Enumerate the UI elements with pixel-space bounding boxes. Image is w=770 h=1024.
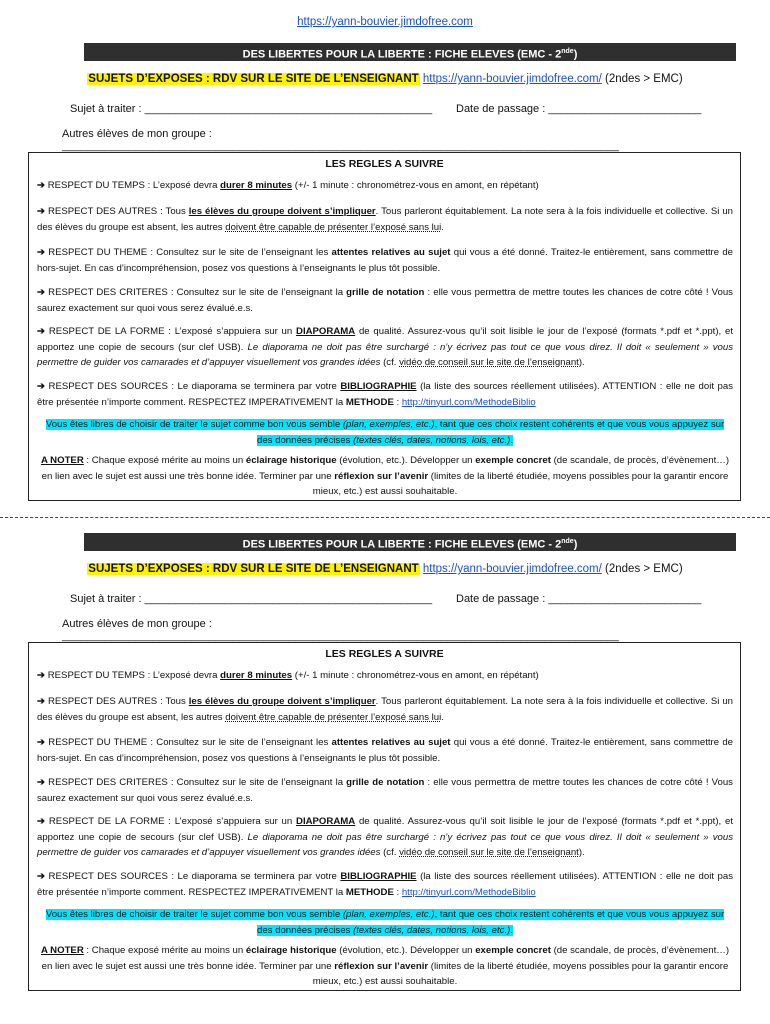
arrow-icon: ➔: [37, 737, 46, 748]
arrow-icon: ➔: [37, 287, 46, 298]
rule-criteres: ➔ RESPECT DES CRITERES : Consultez sur le site de l’enseignant la grille de notation : elle vous permettra de mettre toutes les chances de cotre côté ! Vous saurez exactement sur quoi vous serez évalué.e.s.: [37, 777, 733, 804]
arrow-icon: ➔: [37, 381, 46, 392]
sujets-line: SUJETS D’EXPOSES : RDV SUR LE SITE DE L’ENSEIGNANT https://yann-bouvier.jimdofree.com/ (2ndes > EMC): [88, 73, 683, 85]
arrow-icon: ➔: [37, 696, 46, 707]
rule-autres: ➔ RESPECT DES AUTRES : Tous les élèves du groupe doivent s’impliquer. Tous parleront équitablement. La note sera à la fois individuelle et collective. Si un des élèves du groupe est absent, les autres doivent être capable de présenter l’exposé sans lui.: [37, 206, 734, 233]
rule-temps: ➔ RESPECT DU TEMPS : L’exposé devra durer 8 minutes (+/- 1 minute : chronométrez-vous en amont, en répétant): [37, 180, 539, 191]
methode-biblio-link[interactable]: http://tinyurl.com/MethodeBiblio: [401, 886, 536, 898]
rule-theme: ➔ RESPECT DU THEME : Consultez sur le site de l’enseignant les attentes relatives au sujet qui vous a été donné. Traitez-le entièrement, sans commettre de hors-sujet. En cas d’incompréhension, posez vos questions à l’enseignants le plus tôt possible.: [37, 247, 733, 274]
field-date[interactable]: Date de passage : _________________________: [456, 593, 702, 605]
arrow-icon: ➔: [37, 247, 46, 258]
free-choice-note: Vous êtes libres de choisir de traiter le sujet comme bon vous semble (plan, exemples, etc.), tant que ces choix restent cohérents et que vous vous appuyez sur des données précises (textes clés, dates, notions, lois, etc.).: [45, 909, 725, 936]
field-autres-eleves[interactable]: Autres élèves de mon groupe : ___________________________________________________________________________________________: [62, 618, 619, 642]
arrow-icon: ➔: [37, 871, 46, 882]
field-sujet[interactable]: Sujet à traiter : _______________________________________________: [70, 593, 433, 605]
arrow-icon: ➔: [37, 206, 46, 217]
rule-temps: ➔ RESPECT DU TEMPS : L’exposé devra durer 8 minutes (+/- 1 minute : chronométrez-vous en amont, en répétant): [37, 670, 539, 681]
arrow-icon: ➔: [37, 326, 46, 337]
sujets-label: SUJETS D’EXPOSES : RDV SUR LE SITE DE L’ENSEIGNANT: [88, 563, 419, 575]
rule-criteres: ➔ RESPECT DES CRITERES : Consultez sur le site de l’enseignant la grille de notation : elle vous permettra de mettre toutes les chances de cotre côté ! Vous saurez exactement sur quoi vous serez évalué.e.s.: [37, 287, 733, 314]
sujets-label: SUJETS D’EXPOSES : RDV SUR LE SITE DE L’ENSEIGNANT: [88, 73, 419, 85]
rule-sources: ➔ RESPECT DES SOURCES : Le diaporama se terminera par votre BIBLIOGRAPHIE (la liste des sources réellement utilisées). ATTENTION : elle ne doit pas être présentée n’importe comment. RESPECTEZ IMPERATIVEMENT la METHODE : http://tinyurl.com/MethodeBiblio: [37, 381, 733, 408]
sheet-title: DES LIBERTES POUR LA LIBERTE : FICHE ELEVES (EMC - 2nde): [84, 43, 736, 61]
sujets-line: SUJETS D’EXPOSES : RDV SUR LE SITE DE L’ENSEIGNANT https://yann-bouvier.jimdofree.com/ (2ndes > EMC): [88, 563, 683, 575]
rule-forme: ➔ RESPECT DE LA FORME : L’exposé s’appuiera sur un DIAPORAMA de qualité. Assurez-vous qu’il soit lisible le jour de l’exposé (formats *.pdf et *.ppt), et apportez une copie de secours (sur clef USB). Le diaporama ne doit pas être surchargé : n’y écrivez pas tout ce que vous direz. Il doit « seulement » vous permettre de guider vos camarades et d’appuyer visuellement vos grandes idées (cf. vidéo de conseil sur le site de l’enseignant).: [37, 816, 733, 858]
free-choice-note: Vous êtes libres de choisir de traiter le sujet comme bon vous semble (plan, exemples, etc.), tant que ces choix restent cohérents et que vous vous appuyez sur des données précises (textes clés, dates, notions, lois, etc.).: [45, 419, 725, 446]
rules-title: LES REGLES A SUIVRE: [325, 158, 444, 170]
rules-box: [28, 152, 741, 501]
rules-box: [28, 642, 741, 991]
sheet-title: DES LIBERTES POUR LA LIBERTE : FICHE ELEVES (EMC - 2nde): [84, 533, 736, 551]
rule-sources: ➔ RESPECT DES SOURCES : Le diaporama se terminera par votre BIBLIOGRAPHIE (la liste des sources réellement utilisées). ATTENTION : elle ne doit pas être présentée n’importe comment. RESPECTEZ IMPERATIVEMENT la METHODE : http://tinyurl.com/MethodeBiblio: [37, 871, 733, 898]
a-noter-note: A NOTER : Chaque exposé mérite au moins un éclairage historique (évolution, etc.). Développer un exemple concret (de scandale, de procès, d’évènement…) en lien avec le sujet est aussi une très bonne idée. Terminer par une réflexion sur l’avenir (limites de la liberté étudiée, moyens possibles pour la garantir encore mieux, etc.) est aussi souhaitable.: [40, 945, 730, 987]
a-noter-note: A NOTER : Chaque exposé mérite au moins un éclairage historique (évolution, etc.). Développer un exemple concret (de scandale, de procès, d’évènement…) en lien avec le sujet est aussi une très bonne idée. Terminer par une réflexion sur l’avenir (limites de la liberté étudiée, moyens possibles pour la garantir encore mieux, etc.) est aussi souhaitable.: [40, 455, 730, 497]
rule-autres: ➔ RESPECT DES AUTRES : Tous les élèves du groupe doivent s’impliquer. Tous parleront équitablement. La note sera à la fois individuelle et collective. Si un des élèves du groupe est absent, les autres doivent être capable de présenter l’exposé sans lui.: [37, 696, 734, 723]
sujets-link[interactable]: https://yann-bouvier.jimdofree.com/: [422, 73, 602, 85]
field-autres-eleves[interactable]: Autres élèves de mon groupe : ___________________________________________________________________________________________: [62, 128, 619, 152]
methode-biblio-link[interactable]: http://tinyurl.com/MethodeBiblio: [401, 396, 536, 408]
rules-title: LES REGLES A SUIVRE: [325, 648, 444, 660]
cut-line-divider: [0, 517, 770, 518]
arrow-icon: ➔: [37, 816, 46, 827]
field-sujet[interactable]: Sujet à traiter : _______________________________________________: [70, 103, 433, 115]
sujets-link[interactable]: https://yann-bouvier.jimdofree.com/: [422, 563, 602, 575]
arrow-icon: ➔: [37, 777, 46, 788]
arrow-icon: ➔: [37, 670, 46, 681]
rule-forme: ➔ RESPECT DE LA FORME : L’exposé s’appuiera sur un DIAPORAMA de qualité. Assurez-vous qu’il soit lisible le jour de l’exposé (formats *.pdf et *.ppt), et apportez une copie de secours (sur clef USB). Le diaporama ne doit pas être surchargé : n’y écrivez pas tout ce que vous direz. Il doit « seulement » vous permettre de guider vos camarades et d’appuyer visuellement vos grandes idées (cf. vidéo de conseil sur le site de l’enseignant).: [37, 326, 733, 368]
site-url-link[interactable]: https://yann-bouvier.jimdofree.com: [297, 16, 473, 28]
field-date[interactable]: Date de passage : _________________________: [456, 103, 702, 115]
arrow-icon: ➔: [37, 180, 46, 191]
rule-theme: ➔ RESPECT DU THEME : Consultez sur le site de l’enseignant les attentes relatives au sujet qui vous a été donné. Traitez-le entièrement, sans commettre de hors-sujet. En cas d’incompréhension, posez vos questions à l’enseignants le plus tôt possible.: [37, 737, 733, 764]
